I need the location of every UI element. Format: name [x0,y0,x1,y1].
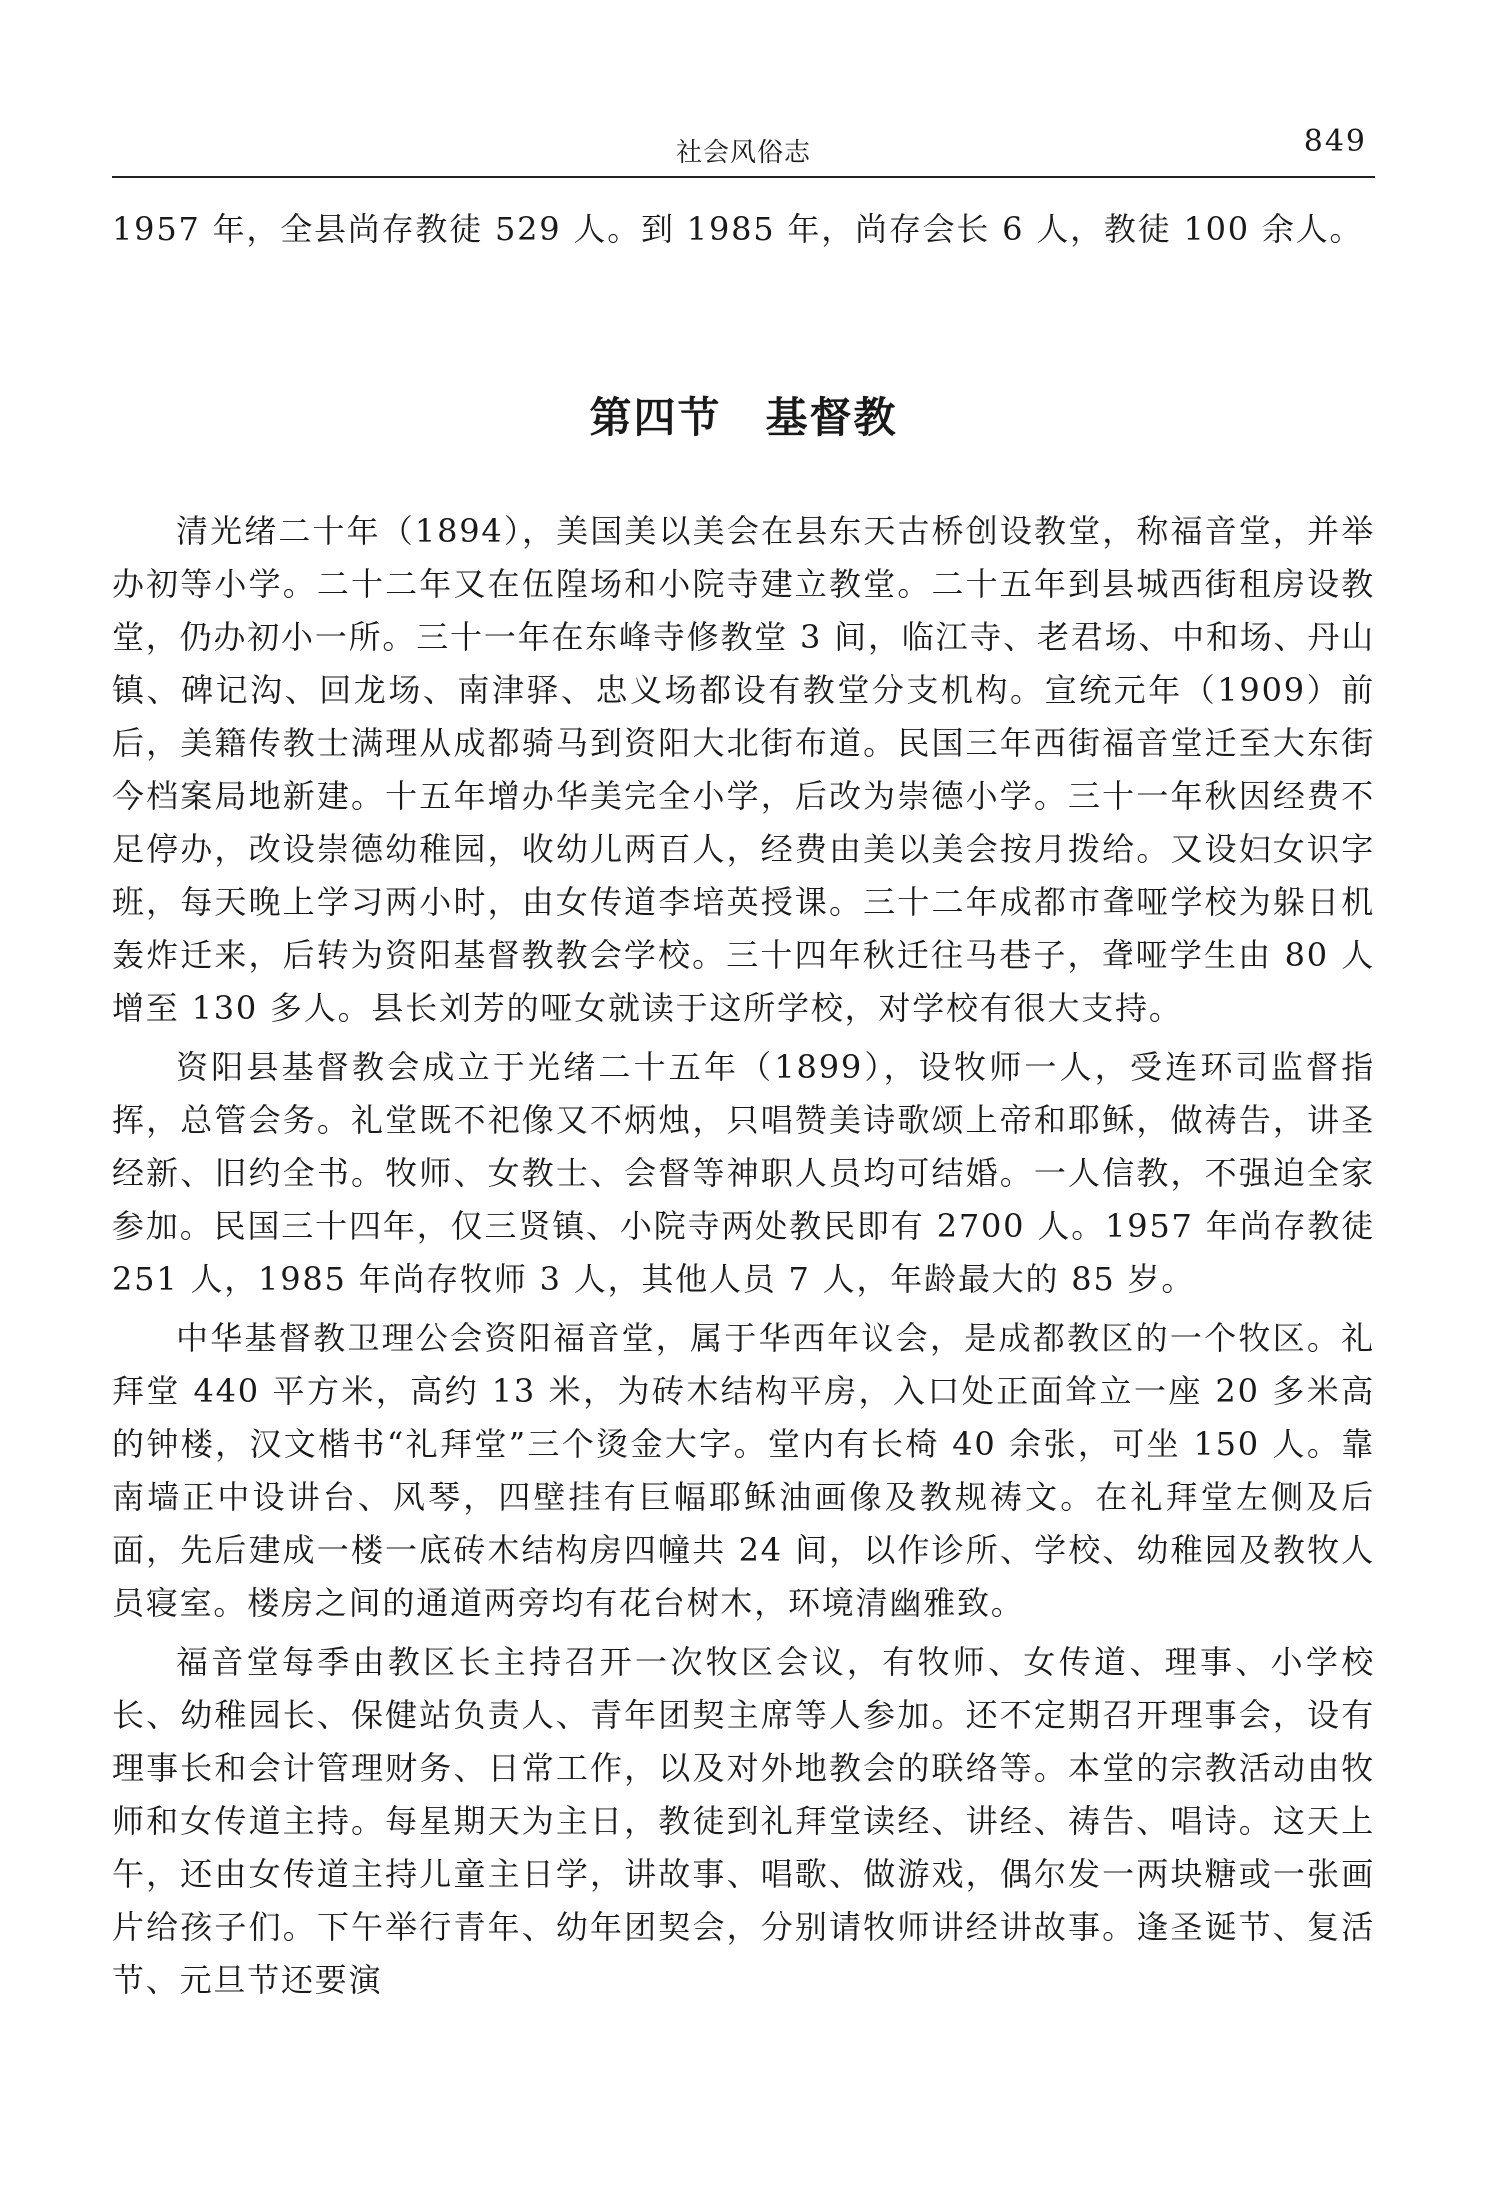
paragraph: 福音堂每季由教区长主持召开一次牧区会议，有牧师、女传道、理事、小学校长、幼稚园长、保健站负责人、青年团契主席等人参加。还不定期召开理事会，设有理事长和会计管理财务、日常工作，以及对外地教会的联络等。本堂的宗教活动由牧师和女传道主持。每星期天为主日，教徒到礼拜堂读经、讲经、祷告、唱诗。这天上午，还由女传道主持儿童主日学，讲故事、唱歌、做游戏，偶尔发一两块糖或一张画片给孩子们。下午举行青年、幼年团契会，分别请牧师讲经讲故事。逢圣诞节、复活节、元旦节还要演 [112,1643,1375,1999]
section-body [112,505,1375,2013]
running-title: 社会风俗志 [675,138,811,168]
paragraph: 资阳县基督教会成立于光绪二十五年（1899），设牧师一人，受连环司监督指挥，总管会务。礼堂既不祀像又不炳烛，只唱赞美诗歌颂上帝和耶稣，做祷告，讲圣经新、旧约全书。牧师、女教士、会督等神职人员均可结婚。一人信教，不强迫全家参加。民国三十四年，仅三贤镇、小院寺两处教民即有 2700 人。1957 年尚存教徒 251 人，1985 年尚存牧师 3 人，其他人员 7 人，年龄最大的 85 岁。 [112,1048,1375,1298]
paragraph: 中华基督教卫理公会资阳福音堂，属于华西年议会，是成都教区的一个牧区。礼拜堂 440 平方米，高约 13 米，为砖木结构平房，入口处正面耸立一座 20 多米高的钟楼，汉文楷书“礼拜堂”三个烫金大字。堂内有长椅 40 余张，可坐 150 人。靠南墙正中设讲台、风琴，四壁挂有巨幅耶稣油画像及教规祷文。在礼拜堂左侧及后面，先后建成一楼一底砖木结构房四幢共 24 间，以作诊所、学校、幼稚园及教牧人员寝室。楼房之间的通道两旁均有花台树木，环境清幽雅致。 [112,1319,1375,1622]
running-header [112,124,1375,174]
paragraph: 清光绪二十年（1894），美国美以美会在县东天古桥创设教堂，称福音堂，并举办初等小学。二十二年又在伍隍场和小院寺建立教堂。二十五年到县城西街租房设教堂，仍办初小一所。三十一年在东峰寺修教堂 3 间，临江寺、老君场、中和场、丹山镇、碑记沟、回龙场、南津驿、忠义场都设有教堂分支机构。宣统元年（1909）前后，美籍传教士满理从成都骑马到资阳大北街布道。民国三年西街福音堂迁至大东街今档案局地新建。十五年增办华美完全小学，后改为崇德小学。三十一年秋因经费不足停办，改设崇德幼稚园，收幼儿两百人，经费由美以美会按月拨给。又设妇女识字班，每天晚上学习两小时，由女传道李培英授课。三十二年成都市聋哑学校为躲日机轰炸迁来，后转为资阳基督教教会学校。三十四年秋迁往马巷子，聋哑学生由 80 人增至 130 多人。县长刘芳的哑女就读于这所学校，对学校有很大支持。 [112,512,1375,1027]
section-title: 第四节 基督教 [589,392,898,442]
page-number: 849 [1303,124,1367,159]
continued-paragraph: 1957 年，全县尚存教徒 529 人。到 1985 年，尚存会长 6 人，教徒 100 余人。 [112,210,1364,248]
header-rule [112,176,1375,178]
